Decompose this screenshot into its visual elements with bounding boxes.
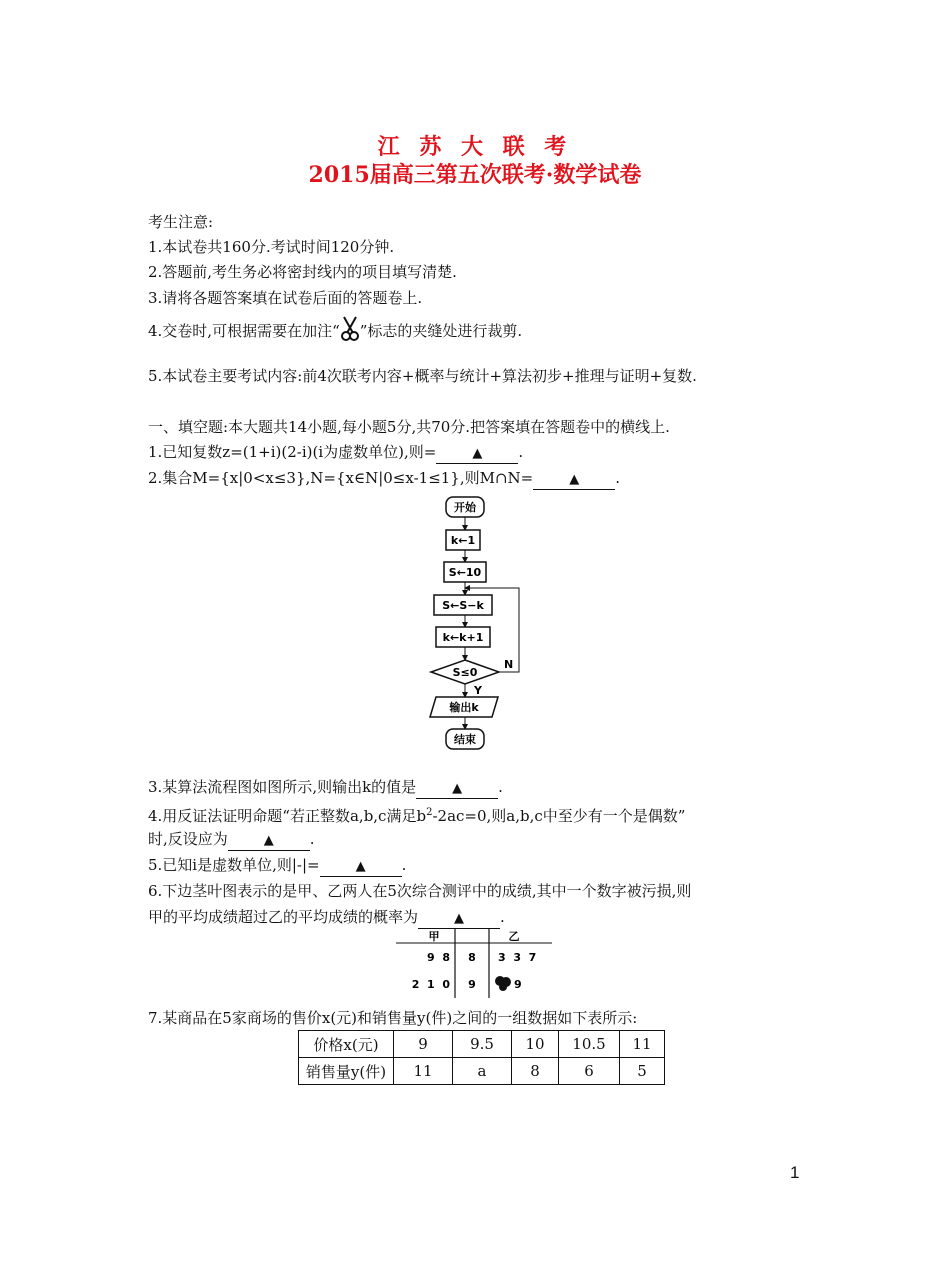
- question-2: [148, 468, 620, 490]
- q4-text-b: -2ac=0,则a,b,c中至少有一个是偶数”: [432, 807, 686, 825]
- notice-item-2: 2.答题前,考生务必将密封线内的项目填写清楚.: [148, 263, 457, 281]
- answer-blank-4: [228, 830, 310, 851]
- flow-k-update-label: k←k+1: [442, 631, 484, 644]
- flow-yes-label: Y: [474, 684, 482, 697]
- notice-item-1: 1.本试卷共160分.考试时间120分钟.: [148, 238, 395, 256]
- q5-end: .: [401, 856, 407, 874]
- question-5: [148, 855, 406, 877]
- table-cell: 5: [620, 1058, 665, 1085]
- question-6-line1: 6.下边茎叶图表示的是甲、乙两人在5次综合测评中的成绩,其中一个数字被污损,则: [148, 882, 692, 900]
- q4-end: .: [309, 830, 315, 848]
- notice-item-5: 5.本试卷主要考试内容:前4次联考内容+概率与统计+算法初步+推理与证明+复数.: [148, 367, 697, 385]
- exam-header: 江 苏 大 联 考: [377, 134, 573, 160]
- flow-start-label: 开始: [454, 501, 476, 514]
- question-7: 7.某商品在5家商场的售价x(元)和销售量y(件)之间的一组数据如下表所示:: [148, 1009, 638, 1027]
- stemleaf-row2-stem: 9: [468, 978, 476, 991]
- marker-triangle: ▲: [454, 911, 465, 926]
- stem-leaf-plot: [392, 926, 557, 1000]
- q1-end: .: [518, 443, 524, 461]
- table-cell: 6: [559, 1058, 620, 1085]
- notice-item-4-after: ”标志的夹缝处进行裁剪.: [359, 322, 523, 340]
- stemleaf-row2-right: 9: [514, 978, 522, 991]
- q5-text: 5.已知i是虚数单位,则|-|=: [148, 856, 320, 874]
- question-4-line2: [148, 829, 315, 851]
- notice-heading: 考生注意:: [148, 213, 214, 231]
- table-cell: 8: [512, 1058, 559, 1085]
- table-row: [299, 1058, 665, 1085]
- q3-end: .: [498, 778, 503, 796]
- table-cell: 11: [394, 1058, 453, 1085]
- stemleaf-row1-right: 3 3 7: [498, 951, 537, 964]
- table-cell: 9: [394, 1031, 453, 1058]
- exam-title: 2015届高三第五次联考·数学试卷: [308, 162, 642, 188]
- stemleaf-row1-left: 9 8: [427, 951, 450, 964]
- stemleaf-left-header: 甲: [428, 930, 440, 943]
- smudge-icon: [495, 976, 511, 991]
- marker-triangle: ▲: [263, 833, 274, 848]
- answer-blank-1: [436, 443, 518, 464]
- answer-blank-5: [320, 856, 402, 877]
- flow-s-update-label: S←S−k: [442, 599, 484, 612]
- flow-no-label: N: [504, 658, 514, 671]
- q4-text-a: 4.用反证法证明命题“若正整数a,b,c满足b: [148, 807, 427, 825]
- question-1: [148, 442, 523, 464]
- table-row: [299, 1031, 665, 1058]
- q3-text: 3.某算法流程图如图所示,则输出k的值是: [148, 778, 417, 796]
- q6-end: .: [500, 908, 505, 926]
- marker-triangle: ▲: [569, 472, 580, 487]
- flow-k-init-label: k←1: [450, 534, 476, 547]
- q2-end: .: [615, 469, 621, 487]
- flow-output-label: 输出k: [449, 701, 479, 714]
- stemleaf-row2-left: 2 1 0: [411, 978, 450, 991]
- q2-text: 2.集合M={x|0<x≤3},N={x∈N|0≤x-1≤1},则M∩N=: [148, 469, 534, 487]
- flowchart: [420, 492, 530, 754]
- page-number: 1: [790, 1163, 800, 1182]
- flow-end-label: 结束: [454, 733, 476, 746]
- q4-superscript: 2: [426, 807, 433, 818]
- table-cell: 11: [620, 1031, 665, 1058]
- notice-item-4-before: 4.交卷时,可根据需要在加注“: [148, 322, 340, 340]
- flow-s-init-label: S←10: [448, 566, 482, 579]
- price-sales-table: [298, 1030, 665, 1085]
- question-3: [148, 777, 503, 799]
- table-cell: a: [453, 1058, 512, 1085]
- marker-triangle: ▲: [452, 781, 463, 796]
- answer-blank-3: [416, 778, 498, 799]
- flow-condition-label: S≤0: [452, 666, 478, 679]
- notice-item-4: [148, 316, 522, 342]
- q6-text: 甲的平均成绩超过乙的平均成绩的概率为: [148, 908, 419, 926]
- marker-triangle: ▲: [472, 446, 483, 461]
- table-cell: 10.5: [559, 1031, 620, 1058]
- q4-text-c: 时,反设应为: [148, 830, 228, 848]
- scissors-icon: [340, 316, 360, 342]
- question-4-line1: [148, 803, 685, 826]
- table-header-price: 价格x(元): [299, 1031, 394, 1058]
- stemleaf-row1-stem: 8: [468, 951, 476, 964]
- answer-blank-2: [533, 469, 615, 490]
- marker-triangle: ▲: [355, 859, 366, 874]
- section-heading: 一、填空题:本大题共14小题,每小题5分,共70分.把答案填在答题卷中的横线上.: [148, 418, 670, 436]
- q1-text: 1.已知复数z=(1+i)(2-i)(i为虚数单位),则=: [148, 443, 437, 461]
- notice-item-3: 3.请将各题答案填在试卷后面的答题卷上.: [148, 289, 423, 307]
- stemleaf-right-header: 乙: [508, 930, 520, 943]
- table-cell: 10: [512, 1031, 559, 1058]
- table-header-sales: 销售量y(件): [299, 1058, 394, 1085]
- table-cell: 9.5: [453, 1031, 512, 1058]
